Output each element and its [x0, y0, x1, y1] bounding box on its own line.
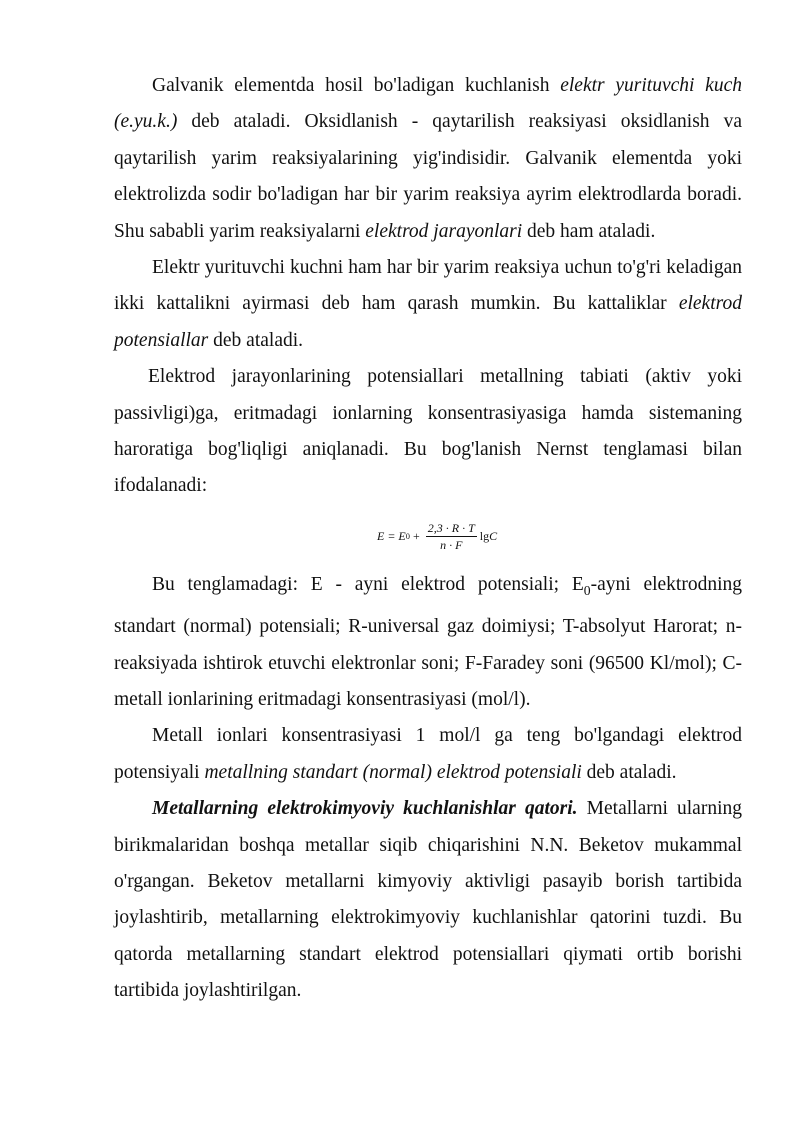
formula-lhs-subscript: 0 [405, 531, 410, 541]
paragraph-standard-potential [114, 718, 742, 791]
text: Galvanik elementda hosil bo'ladigan kuchlanish [152, 75, 561, 96]
text: Metallarni ularning birikmalaridan boshqa metallar siqib chiqarishini N.N. Beketov mukammal o'rgangan. Beketov metallarni kimyoviy aktivligi pasayib borish tartibida joylashtirib, metallarning elektrokimyoviy kuchlanishlar qatorini tuzdi. Bu qatorda metallarning standart elektrod potensiallari qiymati ortib borishi tartibida joylashtirilgan. [114, 798, 742, 1002]
term-electrode-processes: elektrod jarayonlari [365, 220, 523, 242]
text: deb ataladi. [208, 329, 304, 351]
formula-plus: + [409, 528, 423, 543]
text: deb ham ataladi. [522, 220, 656, 242]
paragraph-voltage-series [114, 791, 742, 1009]
paragraph-nernst-intro [114, 359, 742, 505]
text: Bu tenglamadagi: E - ayni elektrod potensiali; E [152, 573, 584, 595]
term-electrode-potentials: elektrod potensiallar [114, 293, 742, 351]
paragraph-equation-terms [114, 567, 742, 719]
text: Elektr yurituvchi kuchni ham har bir yarim reaksiya uchun to'g'ri keladigan ikki kattalikni ayirmasi deb ham qarash mumkin. Bu kattaliklar [114, 257, 742, 315]
formula-numerator: 2,3 · R · T [427, 520, 475, 535]
document-page [114, 68, 742, 1010]
paragraph-emf [114, 68, 742, 250]
nernst-equation [114, 505, 742, 567]
text: deb ataladi. [581, 761, 677, 783]
heading-voltage-series: Metallarning elektrokimyoviy kuchlanishlar qatori. [152, 798, 578, 820]
formula-fraction [426, 521, 477, 552]
text: -ayni elektrodning standart (normal) potensiali; R-universal gaz doimiysi; T-absolyut Harorat; n-reaksiyada ishtirok etuvchi elektronlar soni; F-Faradey soni (96500 Kl/mol); C-metall ionlarining eritmadagi konsentrasiyasi (mol/l). [114, 573, 743, 710]
text: Metall ionlari konsentrasiyasi 1 mol/l ga teng bo'lgandagi elektrod potensiyali [114, 725, 742, 783]
nernst-equation-body [377, 521, 497, 552]
formula-lhs: E = E [377, 528, 406, 543]
formula-denominator: n · F [440, 537, 463, 552]
formula-log: lg [479, 528, 490, 543]
subscript: 0 [583, 582, 591, 598]
text: deb ataladi. Oksidlanish - qaytarilish reaksiyasi oksidlanish va qaytarilish yarim reaksiyalarining yig'indisidir. Galvanik elementda yoki elektrolizda sodir bo'ladigan har bir yarim reaksiya ayrim elektrodlarda boradi. Shu sababli yarim reaksiyalarni [114, 111, 742, 242]
term-standard-potential: metallning standart (normal) elektrod potensiali [204, 761, 582, 783]
formula-variable: C [489, 528, 498, 543]
paragraph-electrode-potentials [114, 250, 742, 359]
term-emf: elektr yurituvchi kuch (e.yu.k.) [114, 75, 742, 133]
text: Elektrod jarayonlarining potensiallari metallning tabiati (aktiv yoki passivligi)ga, eritmadagi ionlarning konsentrasiyasiga hamda sistemaning haroratiga bog'liqligi aniqlanadi. Bu bog'lanish Nernst tenglamasi bilan ifodalanadi: [114, 366, 742, 497]
